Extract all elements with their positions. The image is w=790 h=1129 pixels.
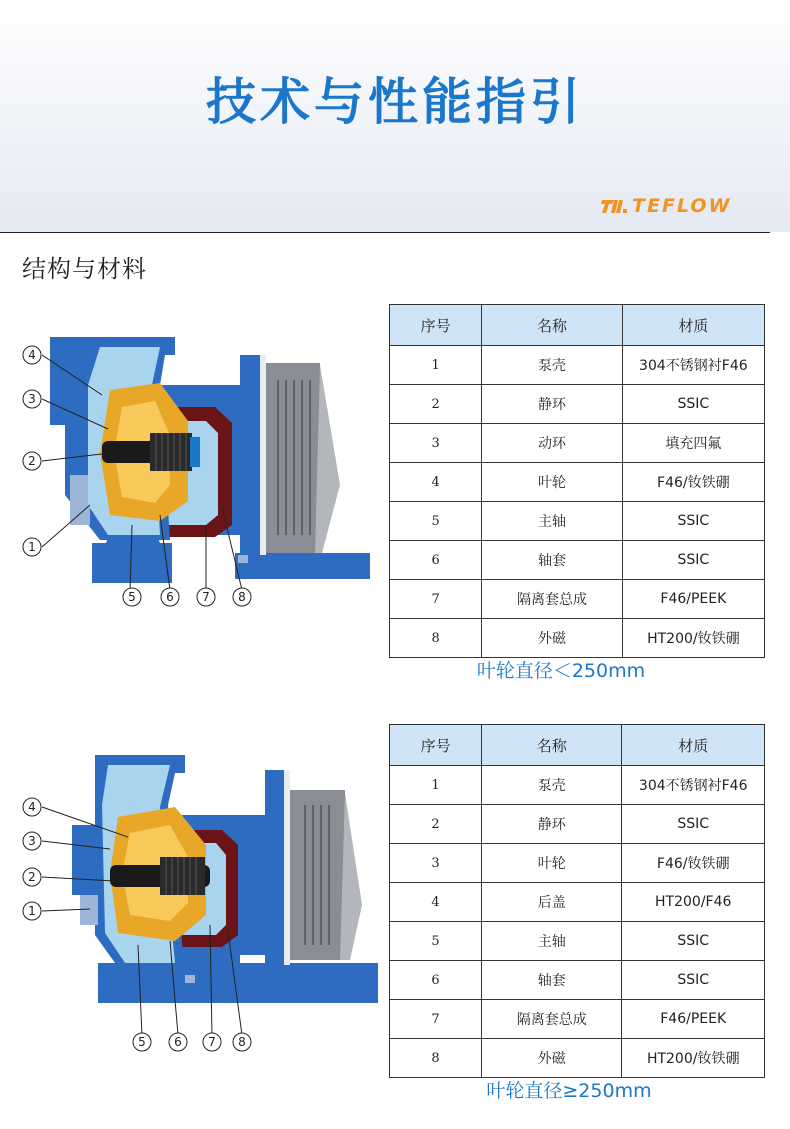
cell-no: 8 <box>390 1039 482 1078</box>
cell-name: 外磁 <box>482 1039 622 1078</box>
svg-text:3: 3 <box>28 834 36 848</box>
cell-name: 静环 <box>482 385 622 424</box>
svg-text:5: 5 <box>138 1035 146 1049</box>
cell-material: F46/PEEK <box>622 580 764 619</box>
cell-name: 隔离套总成 <box>482 580 622 619</box>
impeller-caption-2: 叶轮直径≥250mm <box>486 1080 652 1102</box>
cell-material: SSIC <box>622 541 764 580</box>
cell-material: HT200/钕铁硼 <box>622 1039 765 1078</box>
svg-text:4: 4 <box>28 348 36 362</box>
svg-text:3: 3 <box>28 392 36 406</box>
table-row <box>390 766 765 805</box>
cell-no: 6 <box>390 961 482 1000</box>
table-row <box>390 424 765 463</box>
header-divider <box>0 232 770 233</box>
cell-no: 7 <box>390 1000 482 1039</box>
cell-material: SSIC <box>622 922 765 961</box>
svg-text:2: 2 <box>28 454 36 468</box>
cell-material: SSIC <box>622 502 764 541</box>
section-title: 结构与材料 <box>22 255 147 283</box>
cell-no: 6 <box>390 541 482 580</box>
cell-name: 轴套 <box>482 961 622 1000</box>
cell-material: F46/PEEK <box>622 1000 765 1039</box>
table-row <box>390 805 765 844</box>
svg-text:7: 7 <box>208 1035 216 1049</box>
table-row <box>390 619 765 658</box>
materials-table-1 <box>389 304 765 658</box>
cell-no: 3 <box>390 424 482 463</box>
header-name: 名称 <box>482 725 622 766</box>
table-row <box>390 385 765 424</box>
table-row <box>390 1039 765 1078</box>
svg-text:8: 8 <box>238 590 246 604</box>
cell-name: 泵壳 <box>482 346 622 385</box>
cell-name: 主轴 <box>482 502 622 541</box>
cell-name: 叶轮 <box>482 844 622 883</box>
cell-name: 动环 <box>482 424 622 463</box>
header-name: 名称 <box>482 305 622 346</box>
table-header-row <box>390 305 765 346</box>
cell-no: 8 <box>390 619 482 658</box>
cell-no: 1 <box>390 766 482 805</box>
brand-logo <box>600 194 731 218</box>
svg-text:1: 1 <box>28 904 36 918</box>
table-row <box>390 346 765 385</box>
cell-no: 2 <box>390 385 482 424</box>
logo-text: TEFLOW <box>632 195 732 217</box>
cell-name: 静环 <box>482 805 622 844</box>
pump-cross-section-small <box>10 325 380 615</box>
svg-text:6: 6 <box>166 590 174 604</box>
cell-name: 外磁 <box>482 619 622 658</box>
cell-material: F46/钕铁硼 <box>622 844 765 883</box>
cell-name: 隔离套总成 <box>482 1000 622 1039</box>
table-row <box>390 541 765 580</box>
svg-text:5: 5 <box>128 590 136 604</box>
svg-text:2: 2 <box>28 870 36 884</box>
header-no: 序号 <box>390 305 482 346</box>
svg-text:8: 8 <box>238 1035 246 1049</box>
pump-cross-section-large <box>10 745 380 1065</box>
cell-material: 填充四氟 <box>622 424 764 463</box>
header-material: 材质 <box>622 725 765 766</box>
cell-material: F46/钕铁硼 <box>622 463 764 502</box>
impeller-caption-1: 叶轮直径＜250mm <box>476 660 646 682</box>
cell-no: 4 <box>390 463 482 502</box>
cell-material: SSIC <box>622 805 765 844</box>
table-row <box>390 883 765 922</box>
table-row <box>390 1000 765 1039</box>
cell-no: 5 <box>390 922 482 961</box>
cell-no: 1 <box>390 346 482 385</box>
table-row <box>390 961 765 1000</box>
header-no: 序号 <box>390 725 482 766</box>
materials-table-2 <box>389 724 765 1078</box>
cell-material: SSIC <box>622 961 765 1000</box>
cell-material: HT200/F46 <box>622 883 765 922</box>
cell-material: 304不锈钢衬F46 <box>622 766 765 805</box>
svg-text:6: 6 <box>174 1035 182 1049</box>
cell-no: 3 <box>390 844 482 883</box>
cell-name: 后盖 <box>482 883 622 922</box>
svg-text:1: 1 <box>28 540 36 554</box>
cell-no: 5 <box>390 502 482 541</box>
cell-name: 叶轮 <box>482 463 622 502</box>
cell-no: 2 <box>390 805 482 844</box>
cell-no: 4 <box>390 883 482 922</box>
cell-name: 主轴 <box>482 922 622 961</box>
header-material: 材质 <box>622 305 764 346</box>
table-row <box>390 502 765 541</box>
svg-text:7: 7 <box>202 590 210 604</box>
cell-material: 304不锈钢衬F46 <box>622 346 764 385</box>
page-title: 技术与性能指引 <box>206 73 584 131</box>
cell-no: 7 <box>390 580 482 619</box>
cell-material: SSIC <box>622 385 764 424</box>
table-row <box>390 844 765 883</box>
table-header-row <box>390 725 765 766</box>
cell-name: 泵壳 <box>482 766 622 805</box>
cell-material: HT200/钕铁硼 <box>622 619 764 658</box>
teflow-logo-icon <box>600 197 630 215</box>
cell-name: 轴套 <box>482 541 622 580</box>
table-row <box>390 580 765 619</box>
table-row <box>390 922 765 961</box>
table-row <box>390 463 765 502</box>
svg-text:4: 4 <box>28 800 36 814</box>
